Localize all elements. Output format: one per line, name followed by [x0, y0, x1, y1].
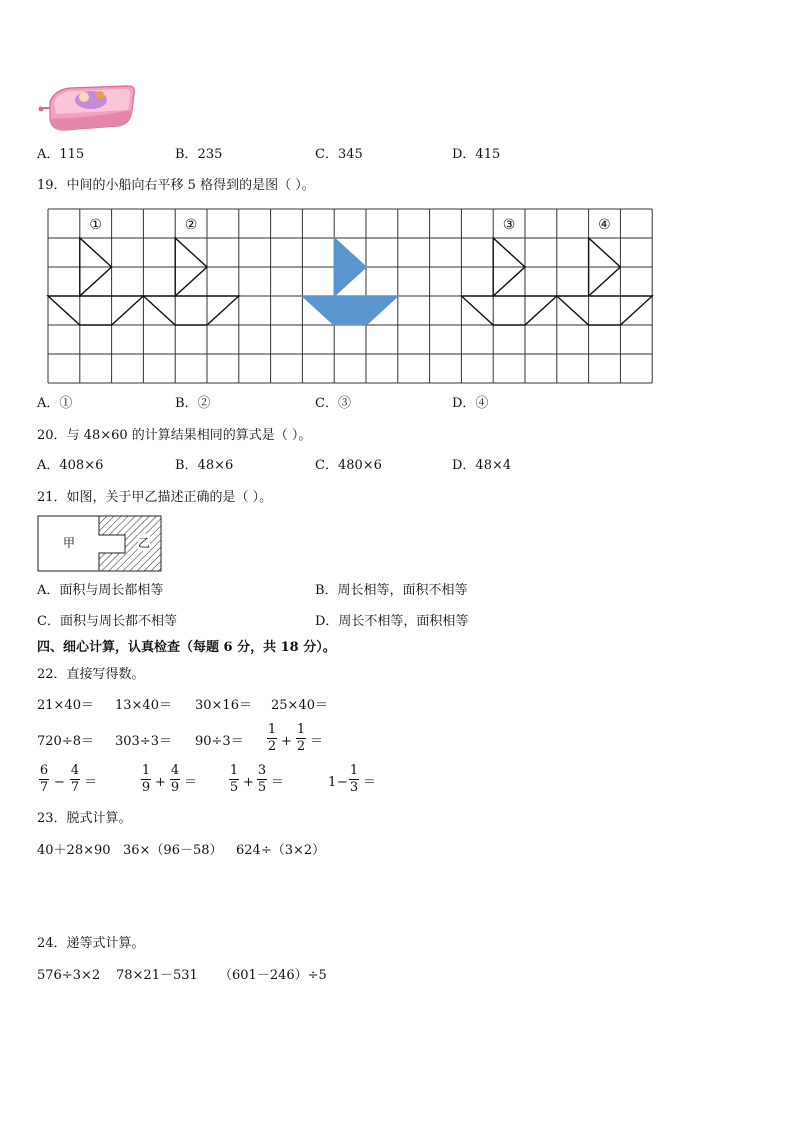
- calc-item: 25×40＝: [271, 698, 328, 713]
- question-19-stem: 19．中间的小船向右平移 5 格得到的是图（ ）。: [37, 178, 315, 193]
- operator: +: [243, 775, 254, 790]
- question-23-stem: 23．脱式计算。: [37, 811, 132, 826]
- option-d[interactable]: D．周长不相等，面积相等: [315, 614, 469, 629]
- boat-3-hull: [461, 296, 556, 325]
- equals-sign: ＝: [310, 734, 324, 749]
- option-c[interactable]: C．480×6: [315, 458, 382, 473]
- boat-1-hull: [48, 296, 143, 325]
- label-jia: 甲: [63, 536, 76, 550]
- boat-grid-figure: [46, 207, 656, 385]
- option-c[interactable]: C．345: [315, 147, 363, 162]
- calc-item: 36×（96－58）: [123, 843, 223, 858]
- option-d[interactable]: D．415: [452, 147, 501, 162]
- equals-sign: ＝: [84, 775, 98, 790]
- option-d[interactable]: D．④: [452, 396, 489, 411]
- fraction: 3 5: [257, 763, 267, 795]
- fraction: 1 3: [349, 763, 359, 795]
- figure-label-3: ③: [502, 217, 516, 233]
- calc-item: 90÷3＝: [195, 734, 244, 749]
- option-d[interactable]: D．48×4: [452, 458, 512, 473]
- boat-4-hull: [557, 296, 652, 325]
- option-c[interactable]: C．③: [315, 396, 351, 411]
- fraction: 1 2: [296, 722, 306, 754]
- calc-item: 13×40＝: [115, 698, 172, 713]
- question-22-stem: 22．直接写得数。: [37, 667, 145, 682]
- boat-2-hull: [143, 296, 238, 325]
- calc-item: 624÷（3×2）: [236, 843, 326, 858]
- option-b[interactable]: B．235: [175, 147, 223, 162]
- equals-sign: ＝: [184, 775, 198, 790]
- option-a[interactable]: A．408×6: [37, 458, 104, 473]
- option-a[interactable]: A．①: [37, 396, 73, 411]
- jia-yi-figure: [37, 515, 165, 573]
- question-24-stem: 24．递等式计算。: [37, 936, 145, 951]
- section-heading: 四、细心计算，认真检查（每题 6 分，共 18 分）。: [37, 640, 336, 655]
- operator: −: [54, 775, 65, 790]
- option-c[interactable]: C．面积与周长都不相等: [37, 614, 177, 629]
- fraction: 1 2: [267, 722, 277, 754]
- equals-sign: ＝: [363, 775, 377, 790]
- pencil-case-icon: [36, 80, 136, 136]
- option-b[interactable]: B．②: [175, 396, 211, 411]
- option-b[interactable]: B．周长相等，面积不相等: [315, 583, 468, 598]
- option-a[interactable]: A．面积与周长都相等: [37, 583, 164, 598]
- calc-item: 720÷8＝: [37, 734, 94, 749]
- calc-item: 78×21－531: [116, 968, 198, 983]
- equals-sign: ＝: [271, 775, 285, 790]
- operator: −: [337, 775, 348, 790]
- calc-item: 30×16＝: [195, 698, 252, 713]
- whole-number: 1: [328, 775, 337, 790]
- boat-center-hull: [302, 296, 397, 325]
- fraction: 1 9: [141, 763, 151, 795]
- figure-label-4: ④: [598, 217, 611, 233]
- boat-center-sail: [334, 238, 366, 296]
- fraction: 6 7: [39, 763, 49, 795]
- option-a[interactable]: A．115: [37, 147, 85, 162]
- calc-item: 303÷3＝: [115, 734, 172, 749]
- calc-item: （601－246）÷5: [219, 968, 327, 983]
- fraction: 1 5: [229, 763, 239, 795]
- fraction: 4 9: [170, 763, 180, 795]
- calc-item: 576÷3×2: [37, 968, 101, 983]
- operator: +: [281, 734, 292, 749]
- fraction: 4 7: [70, 763, 80, 795]
- question-21-stem: 21．如图，关于甲乙描述正确的是（ ）。: [37, 490, 273, 505]
- question-20-stem: 20．与 48×60 的计算结果相同的算式是（ ）。: [37, 428, 312, 443]
- label-yi: 乙: [138, 536, 151, 550]
- option-b[interactable]: B．48×6: [175, 458, 234, 473]
- operator: +: [155, 775, 166, 790]
- figure-label-1: ①: [89, 217, 102, 233]
- figure-label-2: ②: [184, 217, 198, 233]
- calc-item: 21×40＝: [37, 698, 94, 713]
- calc-item: 40＋28×90: [37, 843, 111, 858]
